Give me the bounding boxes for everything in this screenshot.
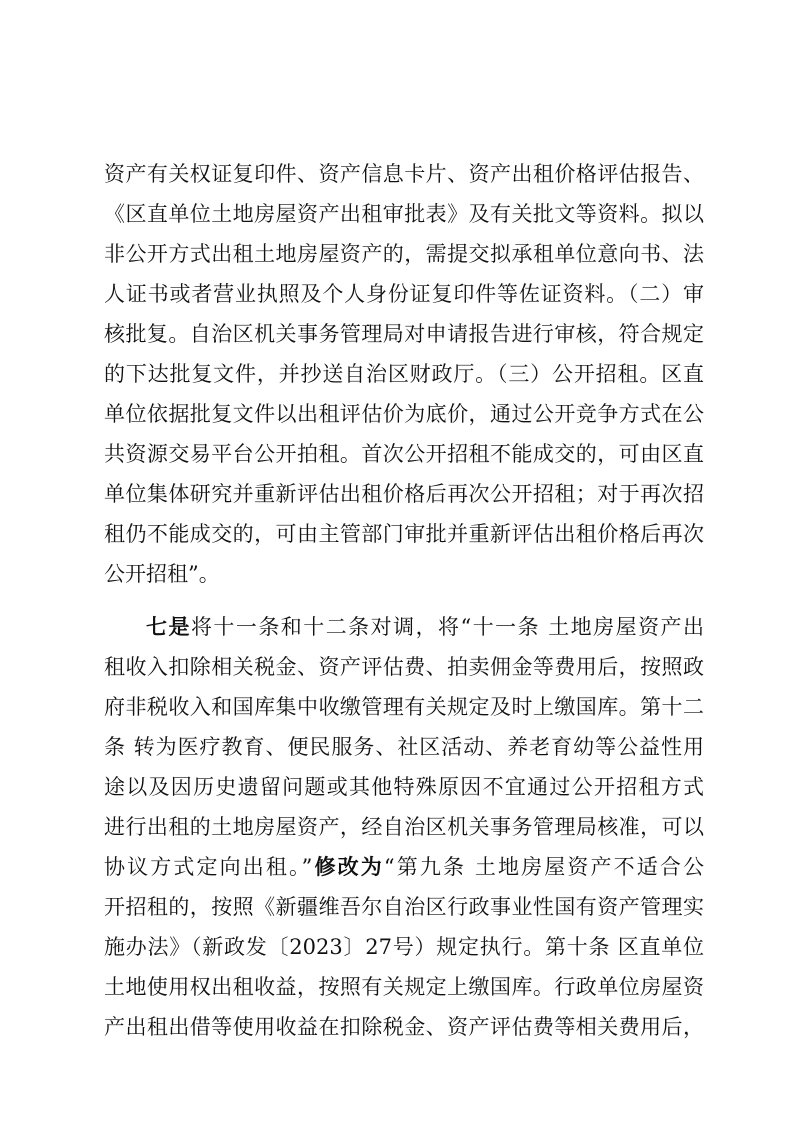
- paragraph-line-mixed: [104, 847, 704, 887]
- paragraph-line: 单位依据批复文件以出租评估价为底价，通过公开竞争方式在公: [104, 402, 704, 426]
- paragraph-line-text: “第九条 土地房屋资产不适合公: [383, 855, 704, 879]
- paragraph-2: [104, 607, 704, 1047]
- paragraph-line: 开招租的，按照《新疆维吾尔自治区行政事业性国有资产管理实: [104, 895, 704, 919]
- paragraph-line: 非公开方式出租土地房屋资产的，需提交拟承租单位意向书、法: [104, 242, 704, 266]
- paragraph-line: 公开招租”。: [104, 562, 220, 586]
- paragraph-gap: [104, 594, 704, 607]
- bold-lead-text: 七是: [146, 615, 191, 639]
- paragraph-line-text: 将十一条和十二条对调，将“十一条 土地房屋资产出: [190, 615, 704, 639]
- paragraph-line: 单位集体研究并重新评估出租价格后再次公开招租；对于再次招: [104, 482, 704, 506]
- paragraph-line: 资产有关权证复印件、资产信息卡片、资产出租价格评估报告、: [104, 162, 704, 186]
- paragraph-line: 的下达批复文件，并抄送自治区财政厅。（三）公开招租。区直: [104, 362, 704, 386]
- paragraph-line: 条 转为医疗教育、便民服务、社区活动、养老育幼等公益性用: [104, 735, 704, 759]
- paragraph-line: 产出租出借等使用收益在扣除税金、资产评估费等相关费用后，: [104, 1015, 704, 1039]
- bold-amend-text: 修改为: [312, 855, 384, 879]
- paragraph-1: [104, 154, 704, 594]
- paragraph-line: 租仍不能成交的，可由主管部门审批并重新评估出租价格后再次: [104, 522, 704, 546]
- paragraph-line: 府非税收入和国库集中收缴管理有关规定及时上缴国库。第十二: [104, 695, 704, 719]
- paragraph-line: 人证书或者营业执照及个人身份证复印件等佐证资料。（二）审: [104, 282, 704, 306]
- paragraph-line: 土地使用权出租收益，按照有关规定上缴国库。行政单位房屋资: [104, 975, 704, 999]
- paragraph-line: 租收入扣除相关税金、资产评估费、拍卖佣金等费用后，按照政: [104, 655, 704, 679]
- paragraph-line: 《区直单位土地房屋资产出租审批表》及有关批文等资料。拟以: [104, 202, 704, 226]
- paragraph-first-line: [104, 607, 704, 647]
- paragraph-line: 核批复。自治区机关事务管理局对申请报告进行审核，符合规定: [104, 322, 704, 346]
- paragraph-line-text: 协议方式定向出租。”: [104, 855, 313, 879]
- document-body: [104, 154, 704, 1047]
- paragraph-line: 途以及因历史遗留问题或其他特殊原因不宜通过公开招租方式: [104, 775, 704, 799]
- paragraph-line: 施办法》（新政发〔2023〕27号）规定执行。第十条 区直单位: [104, 935, 704, 959]
- paragraph-line: 共资源交易平台公开拍租。首次公开招租不能成交的，可由区直: [104, 442, 704, 466]
- paragraph-line: 进行出租的土地房屋资产，经自治区机关事务管理局核准，可以: [104, 815, 704, 839]
